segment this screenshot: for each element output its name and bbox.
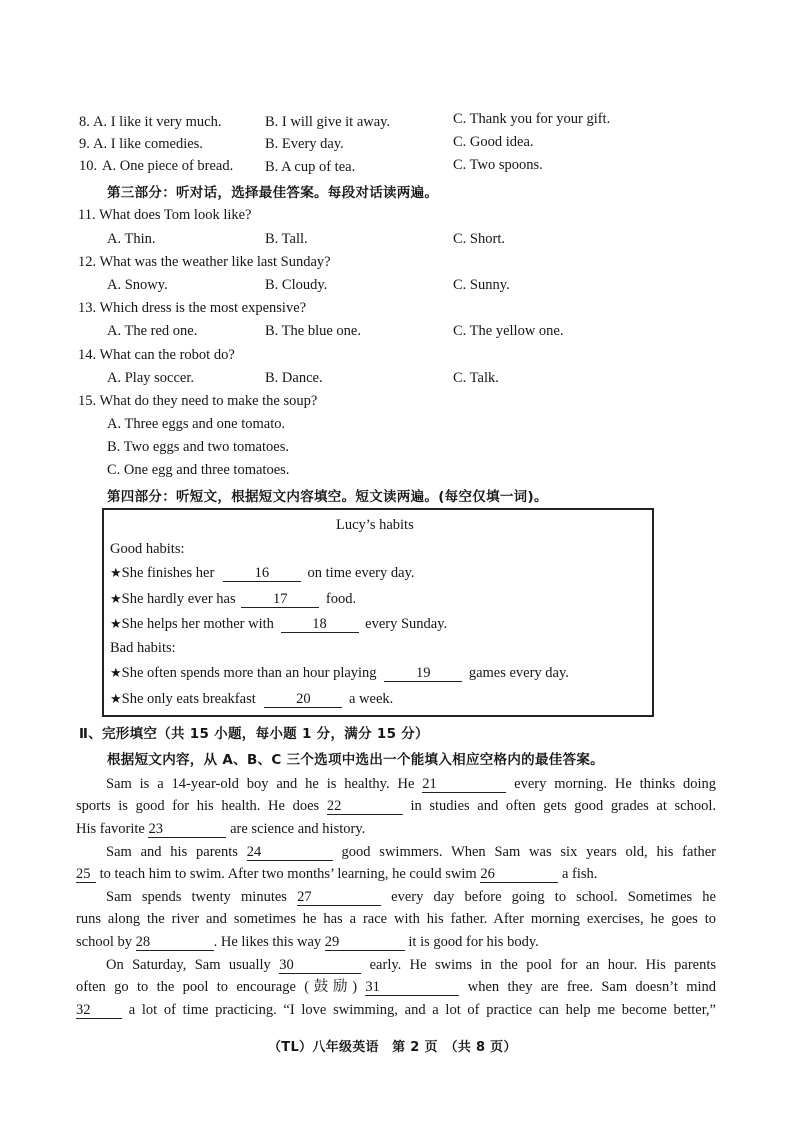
habit-text: She only eats breakfast [121, 691, 256, 707]
habit-item [110, 690, 393, 709]
blank-23[interactable]: 23 [148, 822, 226, 838]
blank-32[interactable]: 32 [76, 1003, 122, 1019]
passage-text: . He likes this way [213, 933, 322, 950]
habit-text: She helps her mother with [121, 616, 274, 632]
blank-21[interactable]: 21 [422, 777, 506, 793]
question-number: 10. [79, 158, 98, 174]
box-title: Lucy’s habits [336, 517, 414, 533]
bad-habits-label: Bad habits: [110, 640, 176, 656]
option-b: B. Two eggs and two tomatoes. [107, 439, 289, 455]
blank-26[interactable]: 26 [480, 867, 558, 883]
blank-30[interactable]: 30 [279, 958, 361, 974]
option-a: A. Three eggs and one tomato. [107, 416, 286, 432]
habit-item [110, 615, 447, 634]
blank-20[interactable]: 20 [264, 692, 342, 708]
option-c: C. Talk. [453, 370, 499, 386]
option-b: B. I will give it away. [265, 114, 391, 130]
passage-text: Sam spends twenty minutes [106, 889, 287, 905]
option-a: A. Play soccer. [107, 370, 194, 386]
passage-text: His favorite [76, 820, 145, 837]
blank-29[interactable]: 29 [325, 935, 405, 951]
passage-text: it is good for his body. [408, 933, 539, 950]
passage-text: a fish. [561, 866, 598, 883]
option-c: C. Thank you for your gift. [453, 111, 611, 127]
option-a: A. I like comedies. [93, 136, 203, 152]
habit-text: She hardly ever has [121, 591, 236, 607]
option-c: C. Two spoons. [453, 157, 543, 173]
option-c: C. Sunny. [453, 277, 510, 293]
section2-instruction: 根据短文内容，从 A、B、C 三个选项中选出一个能填入相应空格内的最佳答案。 [107, 752, 604, 768]
option-b: B. Tall. [265, 231, 308, 247]
part4-heading: 第四部分：听短文，根据短文内容填空。短文读两遍。(每空仅填一词)。 [107, 489, 548, 505]
habit-text: games every day. [468, 665, 569, 681]
option-b: B. Every day. [265, 136, 344, 152]
star-icon: ★ [110, 566, 122, 581]
option-c: C. Short. [453, 231, 505, 247]
blank-19[interactable]: 19 [384, 666, 462, 682]
passage-text: On Saturday, Sam usually [106, 957, 271, 973]
passage-text: often go to the pool to encourage (鼓励) [76, 979, 358, 996]
habits-box [102, 508, 654, 717]
passage-text: every day before going to school. Sometimes he [391, 889, 716, 905]
passage-text: early. He swims in the pool for an hour. His parents [369, 957, 717, 973]
blank-28[interactable]: 28 [136, 935, 214, 951]
passage-text: when they are free. Sam doesn’t mind [467, 979, 717, 996]
star-icon: ★ [110, 666, 122, 681]
question-stem: 12. What was the weather like last Sunday? [78, 254, 331, 270]
option-b: B. The blue one. [265, 323, 361, 339]
option-c: C. Good idea. [453, 134, 534, 150]
option-a: A. One piece of bread. [102, 158, 234, 174]
passage-paragraph-3 [76, 886, 716, 953]
option-a: A. Thin. [107, 231, 156, 247]
option-a: A. I like it very much. [93, 114, 222, 130]
option-a: A. Snowy. [107, 277, 168, 293]
passage-text: good swimmers. When Sam was six years old, his father [341, 844, 716, 860]
blank-31[interactable]: 31 [365, 980, 459, 996]
passage-paragraph-4 [76, 954, 716, 1021]
option-b: B. Dance. [265, 370, 323, 386]
habit-text: every Sunday. [365, 616, 448, 632]
passage-text: school by [76, 933, 132, 950]
question-number: 8. [79, 114, 90, 130]
passage-text: Sam and his parents [106, 844, 238, 860]
page-footer: （TL）八年级英语 第 2 页 （共 8 页） [268, 1040, 517, 1055]
habit-text: a week. [349, 691, 394, 707]
blank-25[interactable]: 25 [76, 867, 96, 883]
option-b: B. A cup of tea. [265, 159, 356, 175]
habit-item [110, 664, 569, 683]
blank-16[interactable]: 16 [223, 566, 301, 582]
star-icon: ★ [110, 617, 122, 632]
option-b: B. Cloudy. [265, 277, 328, 293]
good-habits-label: Good habits: [110, 541, 185, 557]
passage-paragraph-2 [76, 841, 716, 886]
passage-paragraph-1 [76, 773, 716, 840]
question-number: 9. [79, 136, 90, 152]
option-c: C. One egg and three tomatoes. [107, 462, 290, 478]
blank-24[interactable]: 24 [247, 845, 333, 861]
habit-text: She often spends more than an hour playing [121, 665, 377, 681]
passage-text: in studies and often gets good grades at school. [410, 798, 717, 815]
passage-text: runs along the river and sometimes he has a race with his father. After morning exercises, he goes to [76, 911, 716, 928]
habit-text: food. [325, 591, 357, 607]
star-icon: ★ [110, 592, 122, 607]
question-stem: 14. What can the robot do? [78, 347, 235, 363]
part3-heading: 第三部分：听对话，选择最佳答案。每段对话读两遍。 [107, 185, 439, 201]
passage-text: to teach him to swim. After two months’ learning, he could swim [99, 866, 477, 883]
habit-item [110, 564, 415, 583]
section2-heading: Ⅱ、完形填空（共 15 小题，每小题 1 分，满分 15 分） [79, 726, 429, 742]
habit-text: on time every day. [307, 565, 415, 581]
passage-text: a lot of time practicing. “I love swimming, and a lot of practice can help me become better,” [128, 1001, 716, 1018]
star-icon: ★ [110, 692, 122, 707]
blank-22[interactable]: 22 [327, 799, 403, 815]
passage-text: every morning. He thinks doing [514, 776, 716, 792]
question-stem: 15. What do they need to make the soup? [78, 393, 318, 409]
blank-27[interactable]: 27 [297, 890, 381, 906]
option-c: C. The yellow one. [453, 323, 564, 339]
habit-item [110, 590, 356, 609]
blank-18[interactable]: 18 [281, 617, 359, 633]
question-stem: 13. Which dress is the most expensive? [78, 300, 307, 316]
blank-17[interactable]: 17 [241, 592, 319, 608]
habit-text: She finishes her [121, 565, 215, 581]
passage-text: are science and history. [230, 820, 366, 837]
passage-text: sports is good for his health. He does [76, 798, 320, 815]
passage-text: Sam is a 14-year-old boy and he is healthy. He [106, 776, 415, 792]
question-stem: 11. What does Tom look like? [78, 207, 252, 223]
option-a: A. The red one. [107, 323, 198, 339]
